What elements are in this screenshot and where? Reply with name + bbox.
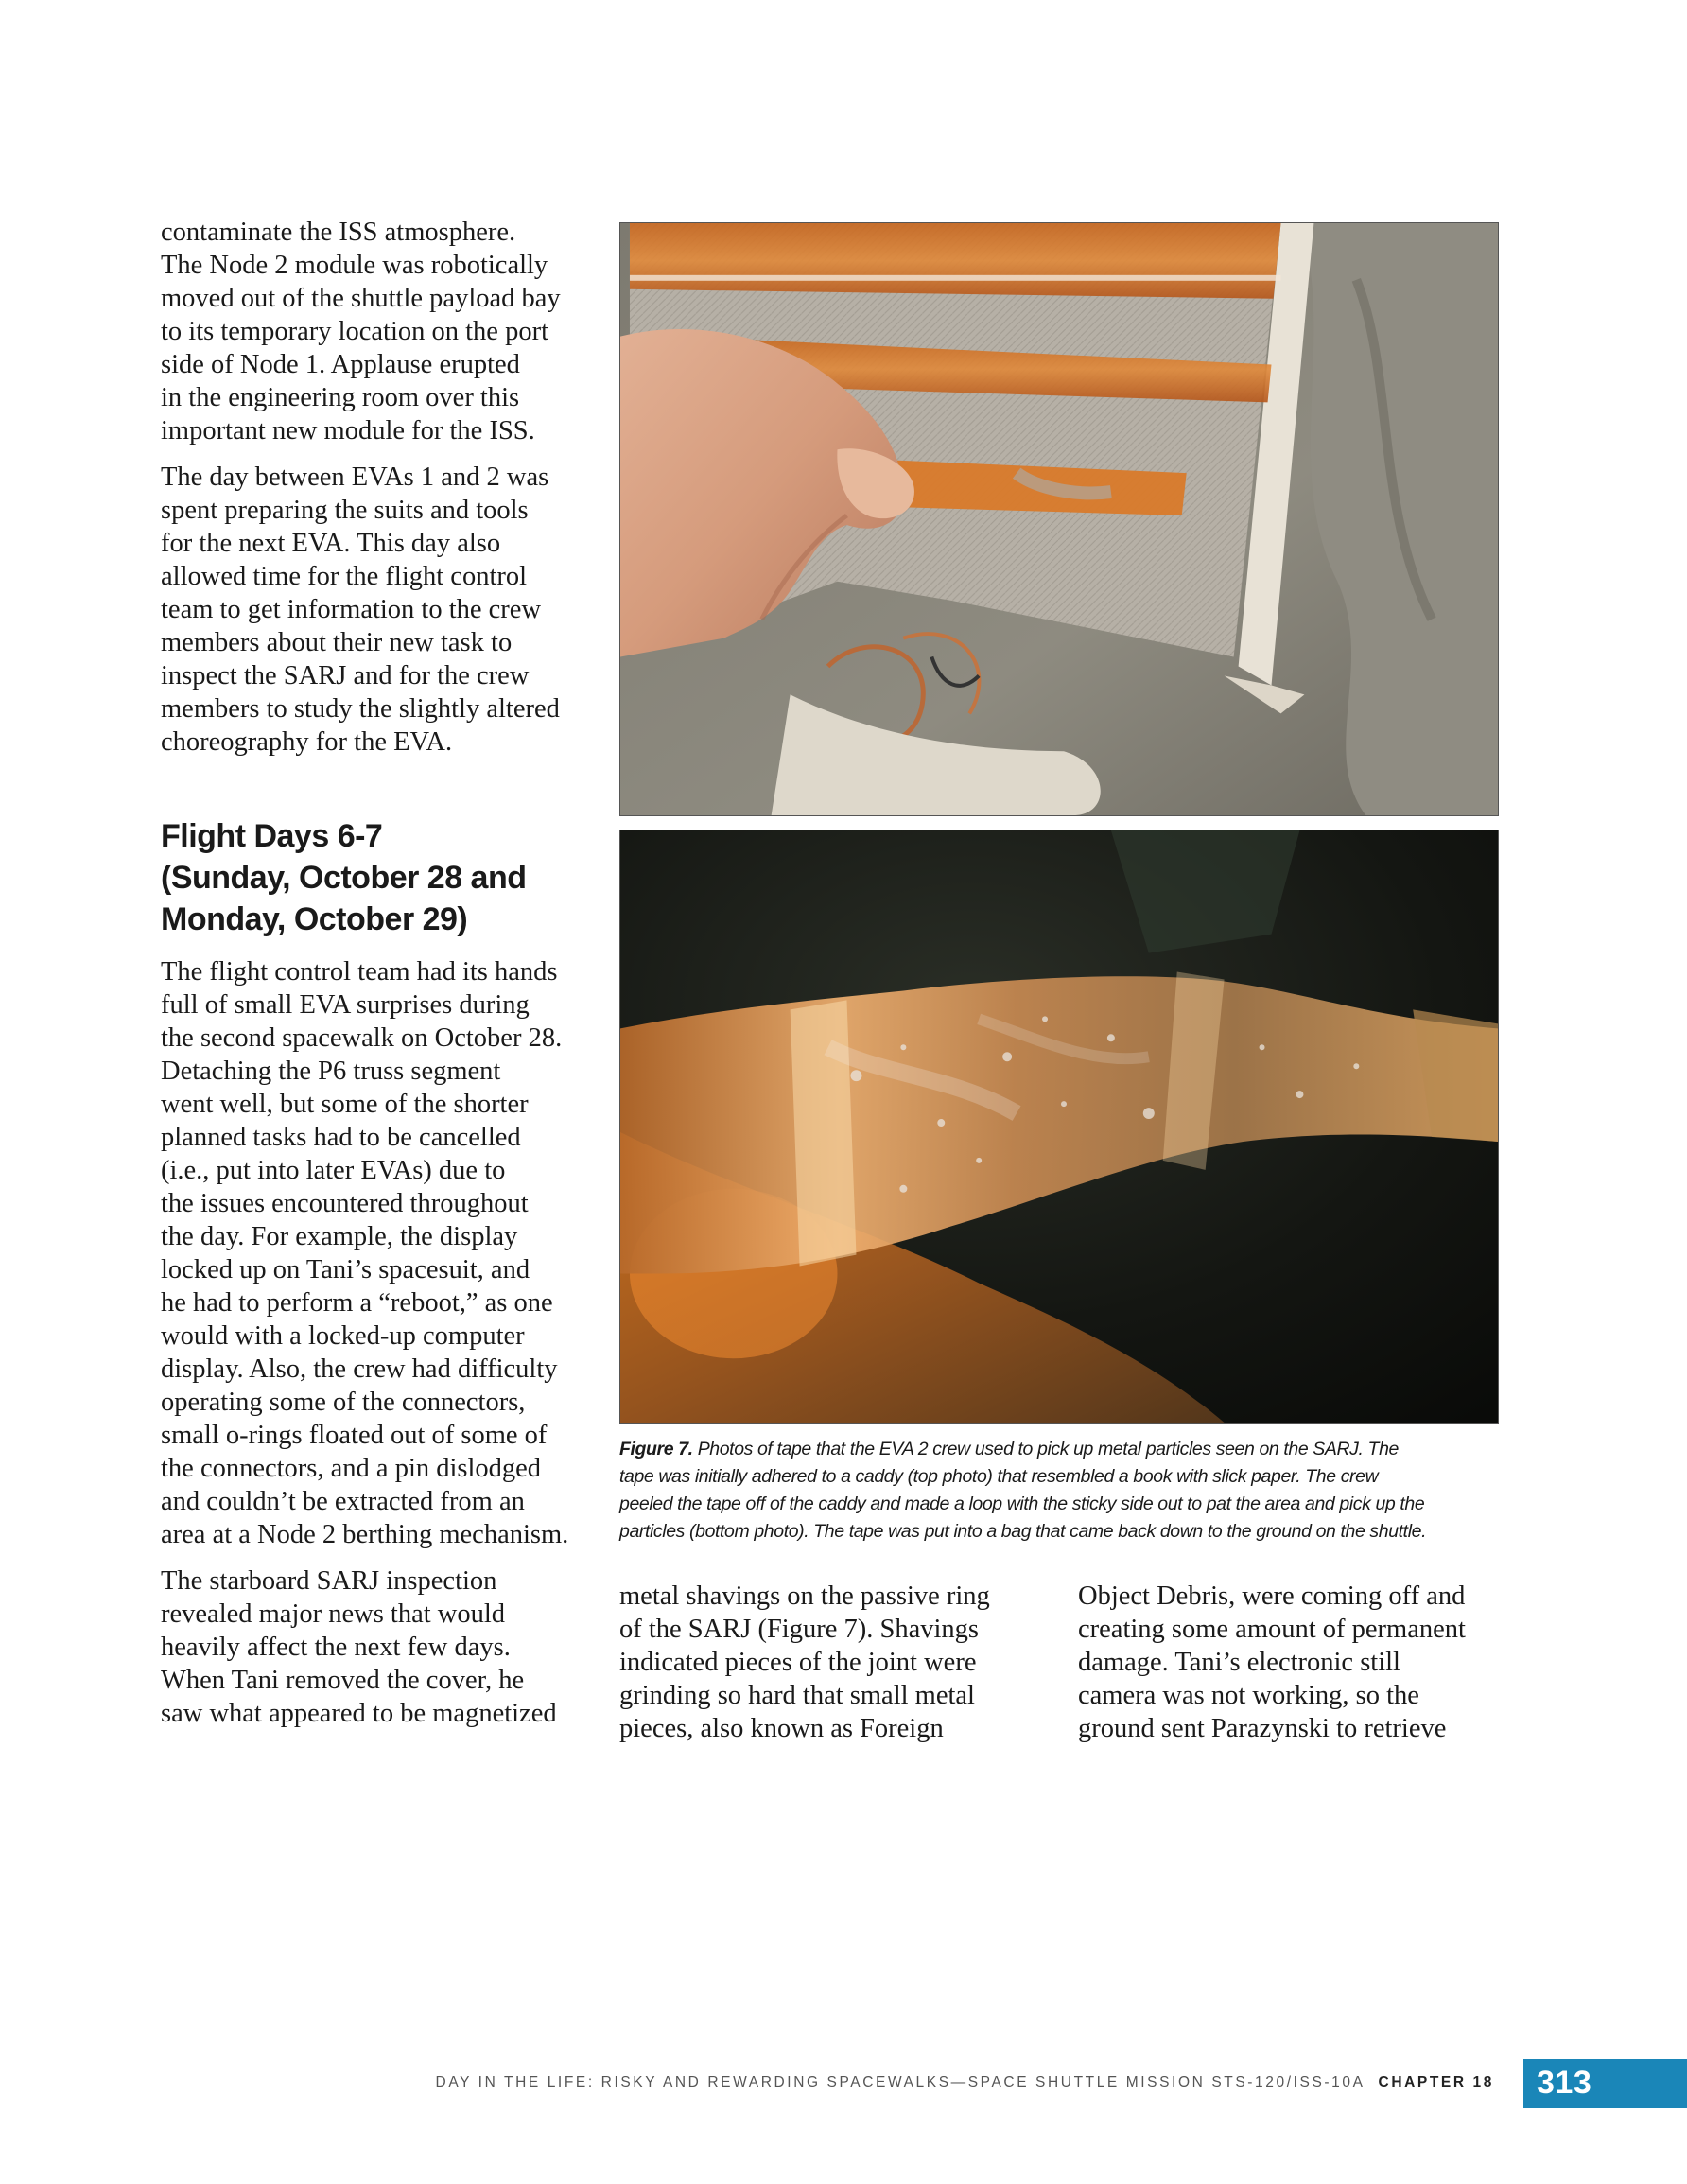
- text-line: pieces, also known as Foreign: [619, 1714, 944, 1743]
- text-line: moved out of the shuttle payload bay: [161, 284, 561, 313]
- heading-line: Flight Days 6-7: [161, 818, 383, 854]
- paragraph-foreign-object-debris: [1078, 1580, 1494, 1745]
- text-line: The day between EVAs 1 and 2 was: [161, 463, 549, 492]
- text-line: choreography for the EVA.: [161, 727, 453, 757]
- text-line: ground sent Parazynski to retrieve: [1078, 1714, 1447, 1743]
- text-line: of the SARJ (Figure 7). Shavings: [619, 1615, 979, 1644]
- text-line: Object Debris, were coming off and: [1078, 1581, 1466, 1611]
- text-line: important new module for the ISS.: [161, 416, 535, 446]
- text-line: metal shavings on the passive ring: [619, 1581, 990, 1611]
- text-line: camera was not working, so the: [1078, 1681, 1419, 1710]
- paragraph-node2-move: [161, 216, 577, 447]
- text-line: area at a Node 2 berthing mechanism.: [161, 1520, 569, 1549]
- text-line: to its temporary location on the port: [161, 317, 548, 346]
- caption-text: Photos of tape that the EVA 2 crew used to pick up metal particles seen on the SARJ. The: [692, 1439, 1399, 1459]
- text-line: The starboard SARJ inspection: [161, 1566, 497, 1596]
- text-line: full of small EVA surprises during: [161, 990, 530, 1020]
- text-line: in the engineering room over this: [161, 383, 520, 412]
- text-line: (i.e., put into later EVAs) due to: [161, 1156, 506, 1185]
- text-line: went well, but some of the shorter: [161, 1090, 529, 1119]
- page-number-tab: [1523, 2059, 1687, 2108]
- running-title: DAY IN THE LIFE: RISKY AND REWARDING SPACEWALKS—SPACE SHUTTLE MISSION STS-120/ISS-10A: [435, 2074, 1365, 2090]
- caddy-photo-illustration: [620, 223, 1498, 815]
- paragraph-sarj-inspection: [161, 1564, 577, 1730]
- middle-column: [619, 1580, 1035, 1745]
- tape-loop-photo-illustration: [620, 830, 1498, 1423]
- text-line: the second spacewalk on October 28.: [161, 1023, 563, 1053]
- text-line: indicated pieces of the joint were: [619, 1648, 977, 1677]
- text-line: display. Also, the crew had difficulty: [161, 1354, 558, 1384]
- page-number: 313: [1537, 2065, 1592, 2101]
- text-line: The Node 2 module was robotically: [161, 251, 548, 280]
- figure-caption: [619, 1436, 1504, 1546]
- running-footer: [284, 2074, 1494, 2091]
- text-line: Detaching the P6 truss segment: [161, 1057, 501, 1086]
- text-line: damage. Tani’s electronic still: [1078, 1648, 1400, 1677]
- text-line: the connectors, and a pin dislodged: [161, 1454, 542, 1483]
- caption-line: particles (bottom photo). The tape was put into a bag that came back down to the ground on the shuttle.: [619, 1521, 1427, 1542]
- text-line: he had to perform a “reboot,” as one: [161, 1288, 553, 1318]
- text-line: planned tasks had to be cancelled: [161, 1123, 521, 1152]
- text-line: allowed time for the flight control: [161, 562, 528, 591]
- text-line: members about their new task to: [161, 628, 513, 657]
- text-line: contaminate the ISS atmosphere.: [161, 218, 516, 247]
- figure-label: Figure 7.: [619, 1439, 693, 1459]
- text-line: would with a locked-up computer: [161, 1321, 525, 1351]
- text-line: revealed major news that would: [161, 1599, 506, 1629]
- heading-line: Monday, October 29): [161, 901, 468, 937]
- caption-line: tape was initially adhered to a caddy (top photo) that resembled a book with slick paper. The crew: [619, 1466, 1379, 1487]
- text-line: and couldn’t be extracted from an: [161, 1487, 525, 1516]
- figure-photo-caddy: [619, 222, 1499, 816]
- chapter-label: CHAPTER 18: [1378, 2074, 1494, 2090]
- text-line: When Tani removed the cover, he: [161, 1666, 525, 1695]
- heading-line: (Sunday, October 28 and: [161, 860, 527, 896]
- text-line: grinding so hard that small metal: [619, 1681, 975, 1710]
- text-line: locked up on Tani’s spacesuit, and: [161, 1255, 530, 1284]
- right-column: [1078, 1580, 1494, 1745]
- paragraph-metal-shavings: [619, 1580, 1035, 1745]
- figure-photo-tape-loop: [619, 830, 1499, 1424]
- text-line: spent preparing the suits and tools: [161, 496, 529, 525]
- section-heading: [161, 815, 577, 940]
- text-line: The flight control team had its hands: [161, 957, 558, 987]
- paragraph-eva2-surprises: [161, 955, 577, 1551]
- text-line: inspect the SARJ and for the crew: [161, 661, 530, 690]
- text-line: members to study the slightly altered: [161, 694, 560, 724]
- text-line: the day. For example, the display: [161, 1222, 518, 1251]
- paragraph-between-evas: [161, 461, 577, 759]
- caption-line: [619, 1436, 1504, 1463]
- text-line: the issues encountered throughout: [161, 1189, 529, 1218]
- text-line: side of Node 1. Applause erupted: [161, 350, 520, 379]
- text-line: saw what appeared to be magnetized: [161, 1699, 557, 1728]
- text-line: operating some of the connectors,: [161, 1388, 526, 1417]
- text-line: small o-rings floated out of some of: [161, 1421, 548, 1450]
- text-line: creating some amount of permanent: [1078, 1615, 1466, 1644]
- text-line: heavily affect the next few days.: [161, 1633, 511, 1662]
- caption-line: peeled the tape off of the caddy and made a loop with the sticky side out to pat the area and pick up the: [619, 1494, 1425, 1514]
- text-line: for the next EVA. This day also: [161, 529, 501, 558]
- text-line: team to get information to the crew: [161, 595, 542, 624]
- left-column: [161, 216, 577, 1743]
